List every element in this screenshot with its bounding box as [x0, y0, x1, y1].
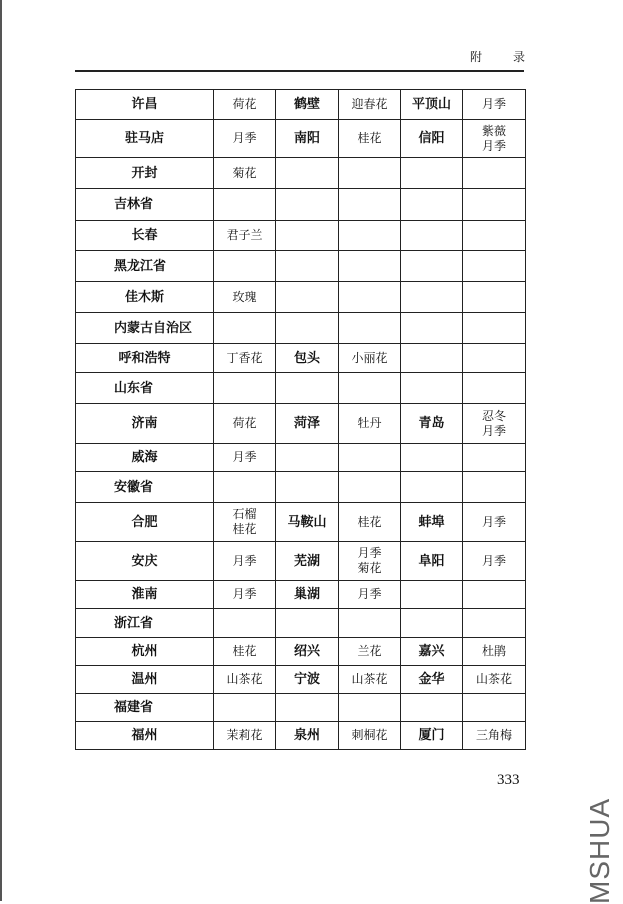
province-row [76, 609, 526, 638]
flower-name [463, 609, 526, 638]
city-name [276, 472, 339, 503]
flower-name: 月季 [463, 90, 526, 120]
header-right-char: 录 [513, 50, 526, 64]
city-name [276, 158, 339, 189]
flower-name: 丁香花 [214, 344, 276, 373]
city-name [401, 472, 463, 503]
province-row [76, 189, 526, 221]
flower-name: 牡丹 [339, 404, 401, 444]
flower-name [463, 221, 526, 251]
city-name [401, 158, 463, 189]
city-name: 泉州 [276, 722, 339, 750]
city-name: 合肥 [76, 503, 214, 542]
flower-name [463, 313, 526, 344]
flower-name [463, 189, 526, 221]
flower-name: 菊花 [214, 158, 276, 189]
table-row [76, 722, 526, 750]
flower-name: 荷花 [214, 90, 276, 120]
flower-name [339, 189, 401, 221]
table-row [76, 666, 526, 694]
flower-name [214, 609, 276, 638]
flower-name [463, 251, 526, 282]
table-row [76, 542, 526, 581]
flower-name [339, 472, 401, 503]
province-name: 浙江省 [76, 609, 214, 638]
flower-name [463, 694, 526, 722]
province-row [76, 251, 526, 282]
city-name: 青岛 [401, 404, 463, 444]
flower-name: 桂花 [214, 638, 276, 666]
flower-name: 月季 [214, 542, 276, 581]
table-row [76, 638, 526, 666]
city-name [401, 282, 463, 313]
city-name: 长春 [76, 221, 214, 251]
city-name [276, 694, 339, 722]
city-name: 蚌埠 [401, 503, 463, 542]
flower-name: 小丽花 [339, 344, 401, 373]
flower-name [339, 373, 401, 404]
flower-name: 迎春花 [339, 90, 401, 120]
flower-name [339, 221, 401, 251]
flower-name [339, 694, 401, 722]
flower-name [463, 472, 526, 503]
city-name [401, 609, 463, 638]
city-name [401, 313, 463, 344]
city-name: 绍兴 [276, 638, 339, 666]
city-name: 平顶山 [401, 90, 463, 120]
province-name: 安徽省 [76, 472, 214, 503]
table-row [76, 120, 526, 158]
flower-name: 石榴 桂花 [214, 503, 276, 542]
city-name [401, 444, 463, 472]
flower-name [463, 158, 526, 189]
city-name: 安庆 [76, 542, 214, 581]
flower-name [339, 282, 401, 313]
flower-name [214, 694, 276, 722]
city-name [401, 581, 463, 609]
flower-name [214, 313, 276, 344]
city-name: 厦门 [401, 722, 463, 750]
flower-name: 三角梅 [463, 722, 526, 750]
city-name: 菏泽 [276, 404, 339, 444]
city-name: 鹤壁 [276, 90, 339, 120]
province-name: 吉林省 [76, 189, 214, 221]
page-edge [0, 0, 2, 901]
city-name [401, 694, 463, 722]
table-row [76, 221, 526, 251]
province-row [76, 313, 526, 344]
city-name: 许昌 [76, 90, 214, 120]
city-name [276, 251, 339, 282]
province-name: 山东省 [76, 373, 214, 404]
flower-name: 月季 [463, 503, 526, 542]
page-number: 333 [497, 772, 520, 788]
flower-name: 荷花 [214, 404, 276, 444]
flower-name: 月季 [463, 542, 526, 581]
city-flower-table [75, 89, 526, 750]
city-name [401, 221, 463, 251]
city-name: 杭州 [76, 638, 214, 666]
city-name: 佳木斯 [76, 282, 214, 313]
flower-name [339, 609, 401, 638]
city-name: 巢湖 [276, 581, 339, 609]
city-name: 阜阳 [401, 542, 463, 581]
city-name: 信阳 [401, 120, 463, 158]
table-row [76, 90, 526, 120]
city-name: 南阳 [276, 120, 339, 158]
city-name [401, 344, 463, 373]
city-name [276, 373, 339, 404]
flower-name: 山茶花 [214, 666, 276, 694]
flower-name [214, 189, 276, 221]
flower-name [463, 344, 526, 373]
city-name: 嘉兴 [401, 638, 463, 666]
watermark: MSHUA [584, 797, 615, 904]
flower-name: 紫薇 月季 [463, 120, 526, 158]
flower-name: 茉莉花 [214, 722, 276, 750]
city-name [276, 189, 339, 221]
city-name: 马鞍山 [276, 503, 339, 542]
city-name [276, 313, 339, 344]
province-name: 福建省 [76, 694, 214, 722]
city-name: 淮南 [76, 581, 214, 609]
flower-name: 刺桐花 [339, 722, 401, 750]
flower-name: 月季 [339, 581, 401, 609]
flower-name: 山茶花 [463, 666, 526, 694]
province-row [76, 472, 526, 503]
city-name [276, 221, 339, 251]
city-name: 温州 [76, 666, 214, 694]
flower-name [339, 158, 401, 189]
table-row [76, 581, 526, 609]
city-name [401, 251, 463, 282]
flower-name: 月季 菊花 [339, 542, 401, 581]
flower-name: 君子兰 [214, 221, 276, 251]
flower-name [339, 444, 401, 472]
province-name: 内蒙古自治区 [76, 313, 214, 344]
flower-name: 月季 [214, 120, 276, 158]
flower-name: 月季 [214, 581, 276, 609]
flower-name: 忍冬 月季 [463, 404, 526, 444]
flower-name: 桂花 [339, 120, 401, 158]
city-name: 威海 [76, 444, 214, 472]
table-row [76, 503, 526, 542]
province-row [76, 373, 526, 404]
table-row [76, 158, 526, 189]
table-row [76, 404, 526, 444]
city-name: 包头 [276, 344, 339, 373]
flower-name [463, 373, 526, 404]
city-name: 呼和浩特 [76, 344, 214, 373]
flower-name: 玫瑰 [214, 282, 276, 313]
flower-name [463, 444, 526, 472]
flower-name: 月季 [214, 444, 276, 472]
city-name: 金华 [401, 666, 463, 694]
flower-name [339, 313, 401, 344]
flower-name [214, 373, 276, 404]
city-name [276, 444, 339, 472]
city-name [276, 609, 339, 638]
running-header [75, 48, 524, 72]
province-row [76, 694, 526, 722]
flower-name [463, 282, 526, 313]
flower-name: 桂花 [339, 503, 401, 542]
city-name [276, 282, 339, 313]
flower-name: 山茶花 [339, 666, 401, 694]
table-row [76, 444, 526, 472]
city-name: 福州 [76, 722, 214, 750]
city-name: 驻马店 [76, 120, 214, 158]
flower-name [463, 581, 526, 609]
flower-name [339, 251, 401, 282]
city-name [401, 189, 463, 221]
flower-name [214, 472, 276, 503]
city-name: 芜湖 [276, 542, 339, 581]
city-name: 宁波 [276, 666, 339, 694]
header-left-char: 附 [470, 50, 483, 64]
flower-name: 杜鹃 [463, 638, 526, 666]
flower-name: 兰花 [339, 638, 401, 666]
city-name: 济南 [76, 404, 214, 444]
province-name: 黑龙江省 [76, 251, 214, 282]
table-row [76, 282, 526, 313]
flower-name [214, 251, 276, 282]
table-row [76, 344, 526, 373]
city-name [401, 373, 463, 404]
city-name: 开封 [76, 158, 214, 189]
